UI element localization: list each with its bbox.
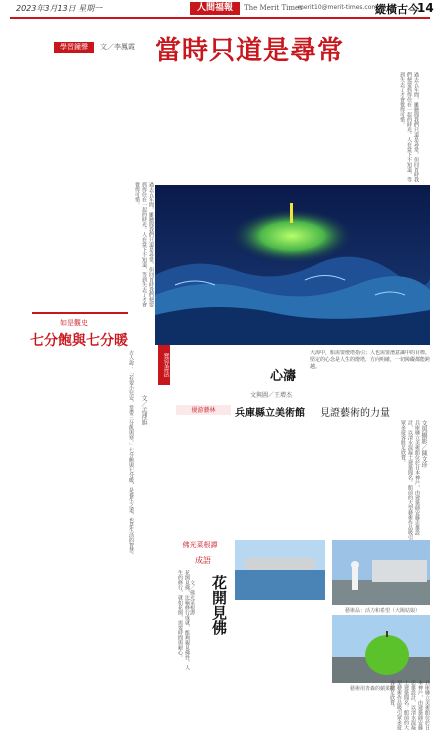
newspaper-subtitle: The Merit Times (244, 4, 303, 12)
museum-photo-caption: 藝術品：活力和希望（大陽姑娘） (345, 608, 421, 614)
header-email: merit10@merit-times.com.tw (298, 4, 387, 11)
harbor-photo (235, 540, 325, 600)
article2-title: 心濤 (270, 369, 297, 384)
article3-category: 如是觀史 (60, 319, 88, 327)
newspaper-logo: 人間福報 (190, 2, 240, 15)
article1-category: 學習鐘聲 (54, 42, 94, 53)
article2-category: 寬容書法 (158, 345, 170, 385)
apple-photo-image (332, 615, 430, 683)
sea-illustration (155, 185, 430, 345)
bottom-column-text: 兵庫縣立美術館位於日本神戶，由建築師安藤忠雄設計，以清水混凝土建築聞名。館前的大型藝術作品吸引眾多遊客駐足欣賞。 (389, 680, 430, 730)
article3-rule (32, 312, 128, 314)
page-number: 14 (417, 1, 434, 15)
harbor-photo-image (235, 540, 325, 600)
apple-photo-caption: 藝術用青森的蘋果樹 (350, 686, 396, 692)
article1-title: 當時只道是尋常 (155, 36, 345, 66)
article4-title: 兵庫縣立美術館 (235, 408, 305, 419)
article2-body: 大海中，船需要燈塔指引；人也需要潛意識中的目標。堅定的心念是人生的燈塔，方向明確，一切障礙都能跨越。 (310, 350, 430, 370)
article5-label: 成語 (195, 556, 211, 565)
museum-photo (332, 540, 430, 605)
article3-byline: 文／孟溥旗 (140, 395, 147, 425)
article5-body: 花開見佛，比喻修行成就，能夠親見佛性。人生的修行，就如花開，需要時間與耐心。 (177, 570, 190, 670)
article4-category: 優游藝林 (176, 405, 231, 415)
article5-title: 花開見佛 (210, 575, 228, 635)
section-title: 縱橫古今 (375, 3, 419, 16)
header-date: 2023年3月13日 星期一 (16, 4, 103, 13)
article1-byline: 文／李鳳霞 (100, 43, 135, 51)
article4-body: 兵庫縣立美術館位於日本神戶，由建築師安藤忠雄設計，以清水混凝土建築聞名。館前的大型藝術作品吸引眾多遊客駐足欣賞。 (400, 420, 420, 540)
article4-byline: 文與攝影／陳文珍 (420, 420, 427, 468)
sea-wave-image (155, 185, 430, 345)
article1-body-cont: 過去五年間，雖聽聞我們只道是尋常，但回首時我們便要抓得住在一起的時光。人在當下不知道，等到失去了才會覺得可惜。 (134, 182, 154, 307)
article2-byline: 文與圖／王增杰 (250, 392, 293, 399)
museum-photo-image (332, 540, 430, 605)
article3-title: 七分飽與七分暖 (30, 333, 128, 349)
article5-category: 佛光菜根譚 (182, 541, 218, 549)
article4-subtitle: 見證藝術的力量 (320, 408, 390, 419)
apple-photo (332, 615, 430, 683)
article5-byline: 文／佛光菜根譚 (189, 580, 195, 615)
article1-body: 過去五年間，雖聽聞我們只道是尋常，但回首時我們便要抓得住在一起的時光。人在當下不知道，等到失去了才會覺得可惜。 (399, 72, 419, 182)
article3-body: 古人說：「若要小兒安，常帶三分飢與寒。」七分飽與七分暖，是養生之道，也是生活的智慧。 (128, 350, 134, 558)
header-divider (10, 17, 430, 19)
